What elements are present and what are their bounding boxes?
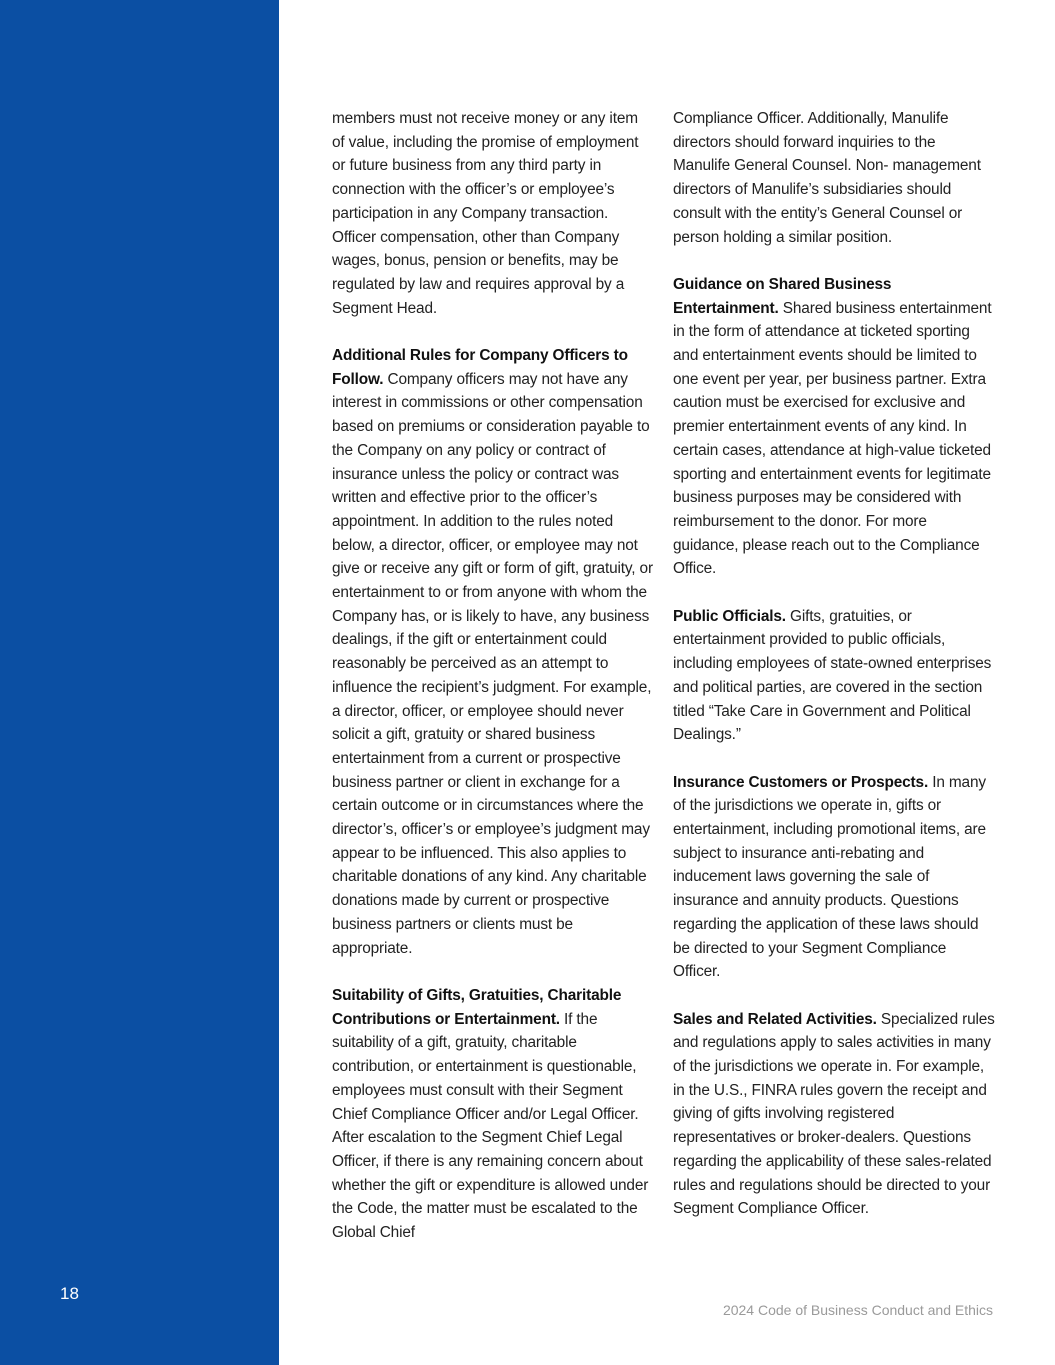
paragraph-heading: Public Officials.	[673, 607, 786, 625]
paragraph-text: Gifts, gratuities, or entertainment provided to public officials, including employees of state-owned enterprises and political parties, are covered in the section titled “Take Care in Government and Political Dealings.”	[673, 607, 992, 744]
paragraph-text: Company officers may not have any interest in commissions or other compensation based on premiums or consideration payable to the Company on any policy or contract of insurance unless the policy or contract was written and effective prior to the officer’s appointment. In addition to the rules noted below, a director, officer, or employee may not give or receive any gift or form of gift, gratuity, or entertainment to or from anyone with whom the Company has, or is likely to have, any business dealings, if the gift or entertainment could reasonably be perceived as an attempt to influence the recipient’s judgment. For example, a director, officer, or employee should never solicit a gift, gratuity or shared business entertainment from a current or prospective business partner or client in exchange for a certain outcome or in circumstances where the director’s, officer’s or employee’s judgment may appear to be influenced. This also applies to charitable donations of any kind. Any charitable donations made by current or prospective business partners or clients must be appropriate.	[332, 370, 653, 957]
right-column	[673, 107, 995, 1245]
paragraph-compliance-continued	[673, 107, 995, 249]
paragraph-suitability	[332, 984, 654, 1245]
document-footer-title: 2024 Code of Business Conduct and Ethics	[722, 1302, 993, 1318]
left-column	[332, 107, 654, 1268]
paragraph-shared-entertainment	[673, 273, 995, 581]
paragraph-heading: Insurance Customers or Prospects.	[673, 773, 929, 791]
paragraph-text: In many of the jurisdictions we operate in, gifts or entertainment, including promotional items, are subject to insurance anti-rebating and inducement laws governing the sale of insurance and annuity products. Questions regarding the application of these laws should be directed to your Segment Compliance Officer.	[673, 773, 986, 981]
paragraph-text: If the suitability of a gift, gratuity, charitable contribution, or entertainment is questionable, employees must consult with their Segment Chief Compliance Officer and/or Legal Officer. After escalation to the Segment Chief Legal Officer, if there is any remaining concern about whether the gift or expenditure is allowed under the Code, the matter must be escalated to the Global Chief	[332, 1010, 649, 1242]
paragraph-heading: Additional Rules for Company Officers to Follow.	[332, 347, 628, 388]
paragraph-text: Shared business entertainment in the form of attendance at ticketed sporting and entertainment events should be limited to one event per year, per business partner. Extra caution must be exercised for exclusive and premier entertainment events of any kind. In certain cases, attendance at high-value ticketed sporting and entertainment events for legitimate business purposes may be considered with reimbursement to the donor. For more guidance, please reach out to the Compliance Office.	[673, 299, 992, 578]
paragraph-text: Specialized rules and regulations apply to sales activities in many of the jurisdictions we operate in. For example, in the U.S., FINRA rules govern the receipt and giving of gifts involving registered representatives or broker-dealers. Questions regarding the applicability of these sales-related rules and regulations should be directed to your Segment Compliance Officer.	[673, 1010, 995, 1218]
sidebar-band	[0, 0, 279, 1365]
paragraph-heading: Sales and Related Activities.	[673, 1010, 877, 1028]
paragraph-insurance-customers	[673, 771, 995, 984]
paragraph-heading: Guidance on Shared Business Entertainment.	[673, 275, 892, 317]
paragraph-intro-continued	[332, 107, 654, 320]
page-number: 18	[60, 1284, 79, 1303]
paragraph-sales-activities	[673, 1008, 995, 1221]
paragraph-additional-rules	[332, 344, 654, 960]
paragraph-text: Compliance Officer. Additionally, Manulife directors should forward inquiries to the Manulife General Counsel. Non- management directors of Manulife’s subsidiaries should consult with the entity’s General Counsel or person holding a similar position.	[673, 110, 981, 246]
paragraph-public-officials	[673, 605, 995, 747]
paragraph-heading: Suitability of Gifts, Gratuities, Charitable Contributions or Entertainment.	[332, 986, 622, 1028]
paragraph-text: members must not receive money or any item of value, including the promise of employment or future business from any third party in connection with the officer’s or employee’s participation in any Company transaction. Officer compensation, other than Company wages, bonus, pension or benefits, may be regulated by law and requires approval by a Segment Head.	[332, 110, 639, 317]
